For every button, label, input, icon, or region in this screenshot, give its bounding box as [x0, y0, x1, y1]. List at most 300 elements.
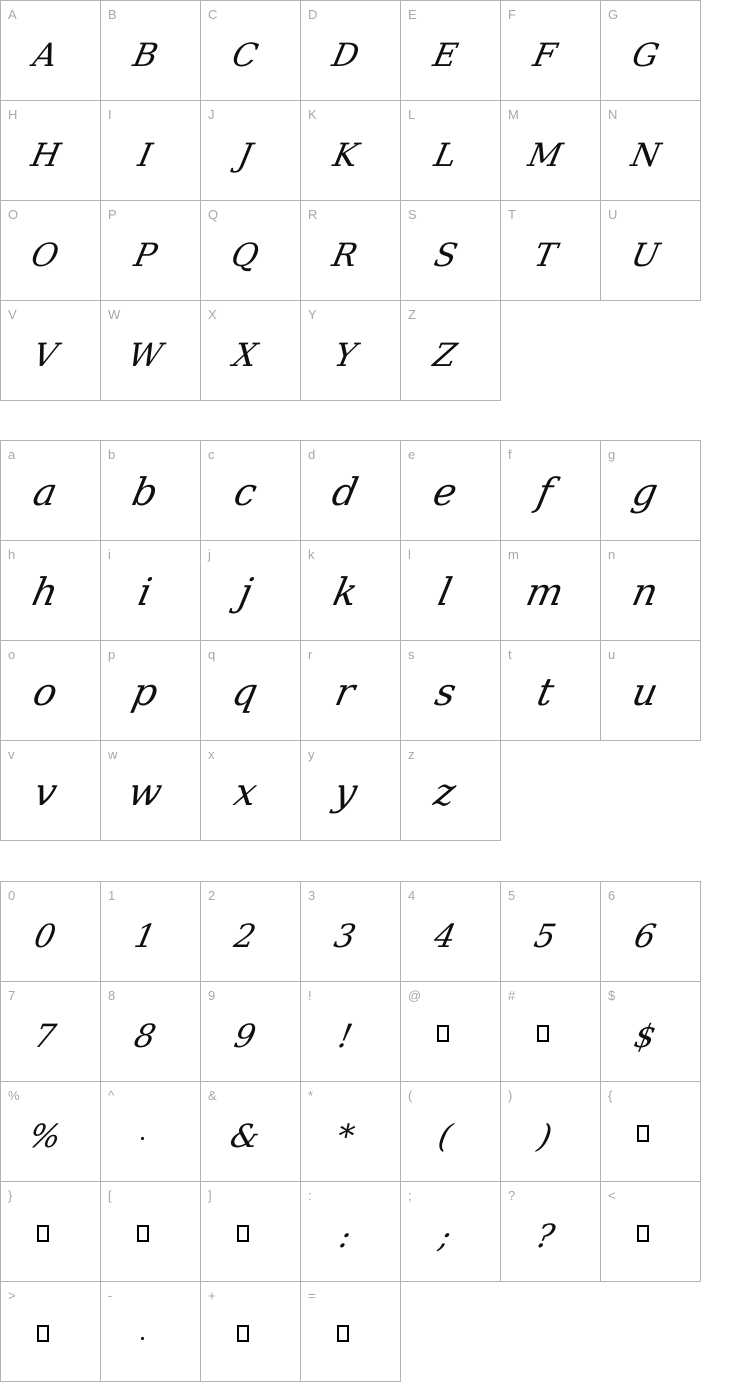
glyph-cell — [501, 541, 601, 641]
script-glyph: X — [230, 336, 261, 374]
cell-label: p — [108, 647, 116, 662]
cell-label: f — [508, 447, 512, 462]
cell-label: M — [508, 107, 519, 122]
glyph-cell — [201, 101, 301, 201]
glyph-area — [201, 882, 300, 955]
cell-label: T — [508, 207, 516, 222]
section-numbers-symbols — [0, 881, 701, 1382]
cell-label: C — [208, 7, 218, 22]
glyph-area — [101, 101, 200, 174]
glyph-area — [301, 1082, 400, 1155]
cell-label: x — [208, 747, 215, 762]
glyph-cell — [501, 441, 601, 541]
cell-label: @ — [408, 988, 422, 1003]
script-glyph: % — [26, 1117, 65, 1155]
glyph-area — [301, 541, 400, 614]
script-glyph: g — [628, 470, 663, 514]
glyph-cell — [201, 641, 301, 741]
cell-label: h — [8, 547, 16, 562]
glyph-area — [1, 882, 100, 955]
glyph-row — [1, 741, 701, 841]
glyph-cell — [1, 541, 101, 641]
missing-glyph-box — [437, 1025, 449, 1042]
script-glyph: ? — [532, 1217, 559, 1255]
glyph-area — [501, 1182, 600, 1255]
cell-label: } — [8, 1188, 13, 1203]
glyph-area — [601, 882, 700, 955]
glyph-cell — [1, 1182, 101, 1282]
cell-label: Z — [408, 307, 416, 322]
cell-label: 2 — [208, 888, 216, 903]
glyph-cell — [301, 441, 401, 541]
cell-label: : — [308, 1188, 312, 1203]
cell-label: ) — [508, 1088, 513, 1103]
glyph-row — [1, 1182, 701, 1282]
glyph-cell — [1, 201, 101, 301]
script-glyph: O — [28, 236, 63, 274]
cell-label: K — [308, 107, 317, 122]
glyph-cell — [401, 1182, 501, 1282]
glyph-area — [601, 641, 700, 714]
cell-label: Q — [208, 207, 219, 222]
glyph-row — [1, 641, 701, 741]
script-glyph: T — [530, 236, 561, 274]
glyph-area — [1, 1282, 100, 1352]
cell-label: F — [508, 7, 516, 22]
glyph-cell — [301, 982, 401, 1082]
cell-label: G — [608, 7, 619, 22]
glyph-cell — [401, 982, 501, 1082]
cell-label: $ — [608, 988, 616, 1003]
glyph-area — [301, 1182, 400, 1255]
glyph-cell — [601, 201, 701, 301]
cell-label: I — [108, 107, 112, 122]
cell-label: o — [8, 647, 16, 662]
cell-label: L — [408, 107, 416, 122]
glyph-cell — [301, 301, 401, 401]
cell-label: 8 — [108, 988, 116, 1003]
glyph-area — [201, 1182, 300, 1252]
cell-label: ^ — [108, 1088, 115, 1103]
script-glyph: f — [533, 470, 558, 514]
glyph-cell — [301, 1082, 401, 1182]
script-glyph: M — [525, 136, 566, 174]
cell-label: t — [508, 647, 512, 662]
glyph-cell — [601, 982, 701, 1082]
script-glyph: P — [130, 236, 161, 274]
cell-label: V — [8, 307, 17, 322]
glyph-cell — [101, 982, 201, 1082]
cell-label: v — [8, 747, 15, 762]
glyph-area — [101, 982, 200, 1055]
glyph-cell — [501, 101, 601, 201]
script-glyph: G — [628, 36, 663, 74]
glyph-area — [601, 541, 700, 614]
glyph-cell — [101, 1282, 201, 1382]
cell-label: i — [108, 547, 111, 562]
cell-label: B — [108, 7, 117, 22]
cell-label: - — [108, 1288, 113, 1303]
script-glyph: r — [331, 670, 360, 714]
glyph-cell — [1, 1082, 101, 1182]
script-glyph: u — [628, 670, 663, 714]
glyph-cell — [101, 541, 201, 641]
glyph-cell — [201, 1282, 301, 1382]
glyph-cell — [101, 441, 201, 541]
cell-label: 9 — [208, 988, 216, 1003]
cell-label: H — [8, 107, 18, 122]
script-glyph: V — [29, 336, 62, 374]
glyph-area — [201, 441, 300, 514]
cell-label: P — [108, 207, 117, 222]
glyph-cell — [1, 301, 101, 401]
cell-label: 6 — [608, 888, 616, 903]
missing-glyph-box — [237, 1225, 249, 1242]
cell-label: R — [308, 207, 318, 222]
script-glyph: 2 — [231, 917, 260, 955]
cell-label: = — [308, 1288, 316, 1303]
glyph-cell — [401, 101, 501, 201]
glyph-area — [1, 541, 100, 614]
glyph-area — [101, 1282, 200, 1352]
script-glyph: B — [129, 36, 162, 74]
script-glyph: ) — [535, 1117, 556, 1155]
glyph-cell — [1, 882, 101, 982]
glyph-cell — [201, 1182, 301, 1282]
glyph-cell — [401, 301, 501, 401]
glyph-area — [301, 641, 400, 714]
glyph-area — [601, 1182, 700, 1252]
cell-label: Y — [308, 307, 317, 322]
script-glyph: b — [128, 470, 163, 514]
script-glyph: d — [328, 470, 363, 514]
glyph-cell — [101, 882, 201, 982]
script-glyph: Y — [330, 336, 361, 374]
script-glyph: e — [429, 470, 462, 514]
glyph-cell — [301, 1182, 401, 1282]
glyph-cell — [501, 1, 601, 101]
cell-label: J — [208, 107, 215, 122]
missing-glyph-box — [637, 1225, 649, 1242]
script-glyph: F — [530, 36, 561, 74]
glyph-cell — [201, 882, 301, 982]
glyph-area — [201, 1282, 300, 1352]
glyph-row — [1, 1082, 701, 1182]
glyph-cell — [601, 541, 701, 641]
cell-label: U — [608, 207, 618, 222]
cell-label: s — [408, 647, 415, 662]
missing-glyph-box — [637, 1125, 649, 1142]
glyph-cell — [201, 441, 301, 541]
glyph-area — [401, 441, 500, 514]
glyph-row — [1, 201, 701, 301]
script-glyph: p — [128, 670, 163, 714]
glyph-area — [401, 882, 500, 955]
glyph-cell — [201, 982, 301, 1082]
section-uppercase — [0, 0, 701, 401]
glyph-cell — [1, 641, 101, 741]
glyph-row — [1, 301, 701, 401]
cell-label: [ — [108, 1188, 112, 1203]
cell-label: + — [208, 1288, 216, 1303]
glyph-cell — [501, 1182, 601, 1282]
glyph-area — [1, 441, 100, 514]
script-glyph: K — [329, 136, 362, 174]
script-glyph: i — [134, 570, 157, 614]
glyph-cell — [601, 1182, 701, 1282]
glyph-area — [401, 101, 500, 174]
script-glyph: : — [336, 1217, 355, 1255]
cell-label: > — [8, 1288, 16, 1303]
glyph-cell — [601, 101, 701, 201]
glyph-area — [501, 1082, 600, 1155]
cell-label: & — [208, 1088, 217, 1103]
cell-label: ; — [408, 1188, 412, 1203]
glyph-cell — [201, 201, 301, 301]
cell-label: < — [608, 1188, 616, 1203]
missing-glyph-box — [537, 1025, 549, 1042]
glyph-cell — [101, 301, 201, 401]
glyph-row — [1, 1282, 701, 1382]
cell-label: 5 — [508, 888, 516, 903]
glyph-cell — [601, 882, 701, 982]
glyph-cell — [401, 441, 501, 541]
glyph-cell — [401, 1082, 501, 1182]
glyph-cell — [101, 741, 201, 841]
cell-label: m — [508, 547, 519, 562]
script-glyph: w — [124, 770, 167, 814]
cell-label: j — [208, 547, 211, 562]
cell-label: d — [308, 447, 316, 462]
missing-glyph-box — [37, 1325, 49, 1342]
cell-label: # — [508, 988, 516, 1003]
glyph-cell — [101, 201, 201, 301]
cell-label: ? — [508, 1188, 516, 1203]
cell-label: k — [308, 547, 315, 562]
glyph-row — [1, 441, 701, 541]
script-glyph: H — [27, 136, 64, 174]
glyph-cell — [201, 1, 301, 101]
glyph-cell — [1, 741, 101, 841]
script-glyph: D — [328, 36, 363, 74]
cell-label: r — [308, 647, 313, 662]
glyph-area — [1, 1182, 100, 1252]
glyph-area — [501, 982, 600, 1052]
script-glyph: s — [431, 670, 460, 714]
cell-label: W — [108, 307, 121, 322]
glyph-cell — [101, 1182, 201, 1282]
script-glyph: 6 — [631, 917, 660, 955]
cell-label: ! — [308, 988, 312, 1003]
script-glyph: 3 — [331, 917, 360, 955]
cell-label: q — [208, 647, 216, 662]
glyph-cell — [301, 741, 401, 841]
glyph-cell — [601, 1, 701, 101]
glyph-area — [201, 101, 300, 174]
cell-label: 3 — [308, 888, 316, 903]
glyph-cell — [401, 641, 501, 741]
cell-label: e — [408, 447, 416, 462]
script-glyph: k — [329, 570, 362, 614]
glyph-area — [301, 441, 400, 514]
cell-label: g — [608, 447, 616, 462]
script-glyph: 9 — [231, 1017, 260, 1055]
script-glyph: 5 — [531, 917, 560, 955]
glyph-area — [1, 741, 100, 814]
cell-label: E — [408, 7, 417, 22]
glyph-cell — [501, 201, 601, 301]
script-glyph: A — [29, 36, 62, 74]
cell-label: X — [208, 307, 217, 322]
script-glyph: $ — [631, 1017, 660, 1055]
script-glyph: L — [430, 136, 461, 174]
glyph-area — [401, 1082, 500, 1155]
glyph-cell — [301, 1282, 401, 1382]
glyph-area — [401, 541, 500, 614]
glyph-area — [201, 982, 300, 1055]
glyph-cell — [301, 641, 401, 741]
script-glyph: E — [429, 36, 462, 74]
glyph-row — [1, 982, 701, 1082]
script-glyph: & — [227, 1117, 264, 1155]
glyph-cell — [201, 1082, 301, 1182]
cell-label: % — [8, 1088, 20, 1103]
cell-label: ( — [408, 1088, 413, 1103]
glyph-cell — [401, 541, 501, 641]
cell-label: a — [8, 447, 16, 462]
glyph-cell — [501, 1082, 601, 1182]
tiny-dot-glyph — [141, 1337, 144, 1340]
script-glyph: ! — [335, 1017, 356, 1055]
script-glyph: C — [229, 36, 262, 74]
script-glyph: S — [430, 236, 461, 274]
glyph-area — [601, 1082, 700, 1152]
script-glyph: U — [627, 236, 664, 274]
tiny-dot-glyph — [141, 1137, 144, 1140]
glyph-area — [201, 641, 300, 714]
glyph-cell — [401, 1, 501, 101]
script-glyph: z — [430, 770, 461, 814]
glyph-cell — [301, 1, 401, 101]
cell-label: n — [608, 547, 616, 562]
script-glyph: t — [533, 670, 558, 714]
cell-label: A — [8, 7, 17, 22]
cell-label: 1 — [108, 888, 116, 903]
glyph-cell — [401, 741, 501, 841]
glyph-cell — [401, 201, 501, 301]
glyph-row — [1, 882, 701, 982]
script-glyph: o — [29, 670, 62, 714]
glyph-cell — [1, 982, 101, 1082]
script-glyph: 1 — [131, 917, 160, 955]
glyph-area — [601, 441, 700, 514]
script-glyph: J — [235, 136, 256, 174]
glyph-area — [1, 982, 100, 1055]
script-glyph: j — [234, 570, 257, 614]
glyph-cell — [301, 101, 401, 201]
glyph-area — [601, 982, 700, 1055]
cell-label: l — [408, 547, 411, 562]
script-glyph: 0 — [31, 917, 60, 955]
glyph-cell — [1, 441, 101, 541]
glyph-cell — [601, 641, 701, 741]
glyph-row — [1, 101, 701, 201]
script-glyph: v — [30, 770, 61, 814]
glyph-cell — [601, 441, 701, 541]
glyph-cell — [301, 201, 401, 301]
script-glyph: y — [330, 770, 361, 814]
script-glyph: ; — [436, 1217, 455, 1255]
cell-label: S — [408, 207, 417, 222]
cell-label: { — [608, 1088, 613, 1103]
cell-label: ] — [208, 1188, 212, 1203]
cell-label: b — [108, 447, 116, 462]
glyph-cell — [501, 882, 601, 982]
glyph-area — [401, 741, 500, 814]
script-glyph: W — [125, 336, 166, 374]
script-glyph: 7 — [31, 1017, 60, 1055]
cell-label: w — [108, 747, 118, 762]
glyph-area — [301, 741, 400, 814]
missing-glyph-box — [137, 1225, 149, 1242]
glyph-cell — [101, 1082, 201, 1182]
glyph-area — [301, 1282, 400, 1352]
missing-glyph-box — [37, 1225, 49, 1242]
script-glyph: ( — [435, 1117, 456, 1155]
script-glyph: l — [434, 570, 457, 614]
glyph-area — [101, 1082, 200, 1152]
section-lowercase — [0, 440, 701, 841]
glyph-cell — [101, 101, 201, 201]
script-glyph: R — [329, 236, 362, 274]
cell-label: 7 — [8, 988, 16, 1003]
glyph-cell — [201, 541, 301, 641]
glyph-cell — [301, 541, 401, 641]
glyph-area — [1, 641, 100, 714]
script-glyph: N — [627, 136, 664, 174]
cell-label: 0 — [8, 888, 16, 903]
glyph-cell — [401, 882, 501, 982]
cell-label: z — [408, 747, 415, 762]
script-glyph: n — [628, 570, 663, 614]
script-glyph: * — [333, 1117, 358, 1155]
glyph-area — [401, 1182, 500, 1255]
glyph-area — [501, 441, 600, 514]
glyph-cell — [501, 982, 601, 1082]
glyph-cell — [201, 741, 301, 841]
glyph-area — [101, 441, 200, 514]
cell-label: c — [208, 447, 215, 462]
script-glyph: h — [28, 570, 63, 614]
cell-label: y — [308, 747, 315, 762]
script-glyph: m — [522, 570, 569, 614]
cell-label: D — [308, 7, 318, 22]
glyph-area — [301, 882, 400, 955]
script-glyph: 8 — [131, 1017, 160, 1055]
glyph-cell — [101, 641, 201, 741]
missing-glyph-box — [237, 1325, 249, 1342]
glyph-area — [101, 641, 200, 714]
glyph-cell — [201, 301, 301, 401]
glyph-area — [201, 541, 300, 614]
glyph-area — [401, 641, 500, 714]
glyph-area — [501, 641, 600, 714]
glyph-area — [101, 882, 200, 955]
glyph-cell — [301, 882, 401, 982]
script-glyph: q — [228, 670, 263, 714]
script-glyph: c — [230, 470, 261, 514]
glyph-cell — [1, 1282, 101, 1382]
